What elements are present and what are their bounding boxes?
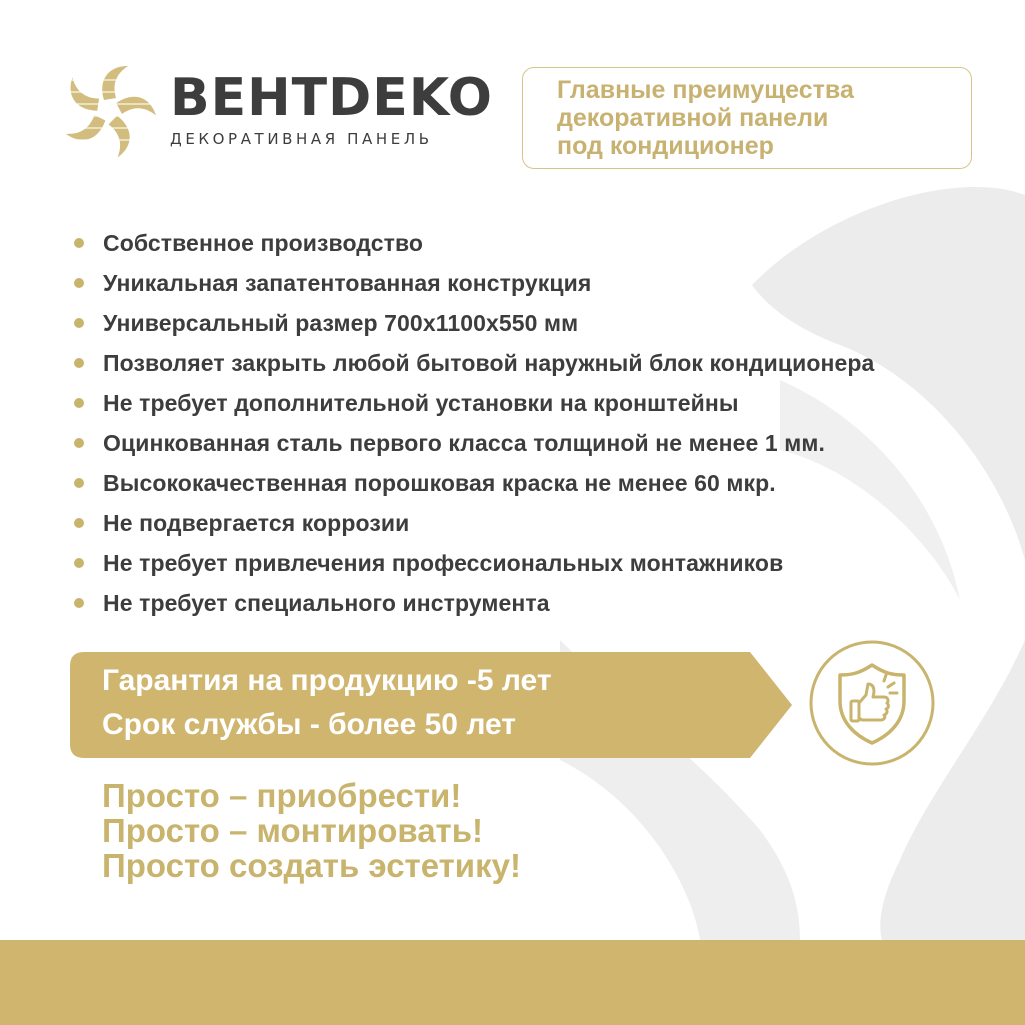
feature-item [74, 503, 874, 543]
feature-text: Не требует привлечения профессиональных монтажников [103, 549, 784, 576]
footer-bar [0, 940, 1025, 1025]
feature-item [74, 383, 874, 423]
brand-block [170, 70, 493, 148]
bullet-icon [74, 238, 84, 248]
bullet-icon [74, 318, 84, 328]
header-title-line: под кондиционер [557, 132, 774, 160]
brand-name: ВЕНТDEKO [170, 68, 493, 128]
feature-text: Уникальная запатентованная конструкция [103, 269, 592, 296]
slogan-line: Просто создать эстетику! [102, 847, 521, 884]
brand-logo-icon [60, 62, 156, 158]
feature-text: Позволяет закрыть любой бытовой наружный блок кондиционера [103, 349, 875, 376]
bullet-icon [74, 558, 84, 568]
feature-text: Универсальный размер 700х1100х550 мм [103, 309, 579, 336]
slogan-line: Просто – приобрести! [102, 777, 462, 814]
bullet-icon [74, 438, 84, 448]
feature-item [74, 543, 874, 583]
slogan-line: Просто – монтировать! [102, 812, 483, 849]
feature-text: Не подвергается коррозии [103, 509, 410, 536]
header-title-line: Главные преимущества [557, 76, 854, 104]
bullet-icon [74, 398, 84, 408]
bullet-icon [74, 278, 84, 288]
bullet-icon [74, 478, 84, 488]
brand-tagline: ДЕКОРАТИВНАЯ ПАНЕЛЬ [170, 130, 433, 148]
feature-item [74, 343, 874, 383]
header-title-box [522, 67, 972, 169]
bullet-icon [74, 358, 84, 368]
bullet-icon [74, 598, 84, 608]
feature-item [74, 223, 874, 263]
feature-text: Высококачественная порошковая краска не менее 60 мкр. [103, 469, 776, 496]
feature-text: Собственное производство [103, 229, 424, 256]
service-life-text: Срок службы - более 50 лет [102, 708, 516, 741]
warranty-text: Гарантия на продукцию -5 лет [102, 664, 552, 697]
feature-item [74, 463, 874, 503]
feature-item [74, 303, 874, 343]
feature-text: Не требует специального инструмента [103, 589, 550, 616]
feature-item [74, 423, 874, 463]
feature-item [74, 583, 874, 623]
warranty-banner [70, 652, 795, 758]
feature-item [74, 263, 874, 303]
shield-thumbs-up-icon [808, 639, 936, 767]
slogans-block [102, 778, 521, 883]
feature-text: Оцинкованная сталь первого класса толщиной не менее 1 мм. [103, 429, 826, 456]
bullet-icon [74, 518, 84, 528]
feature-text: Не требует дополнительной установки на кронштейны [103, 389, 739, 416]
header-title-line: декоративной панели [557, 104, 829, 132]
features-list [74, 223, 874, 623]
